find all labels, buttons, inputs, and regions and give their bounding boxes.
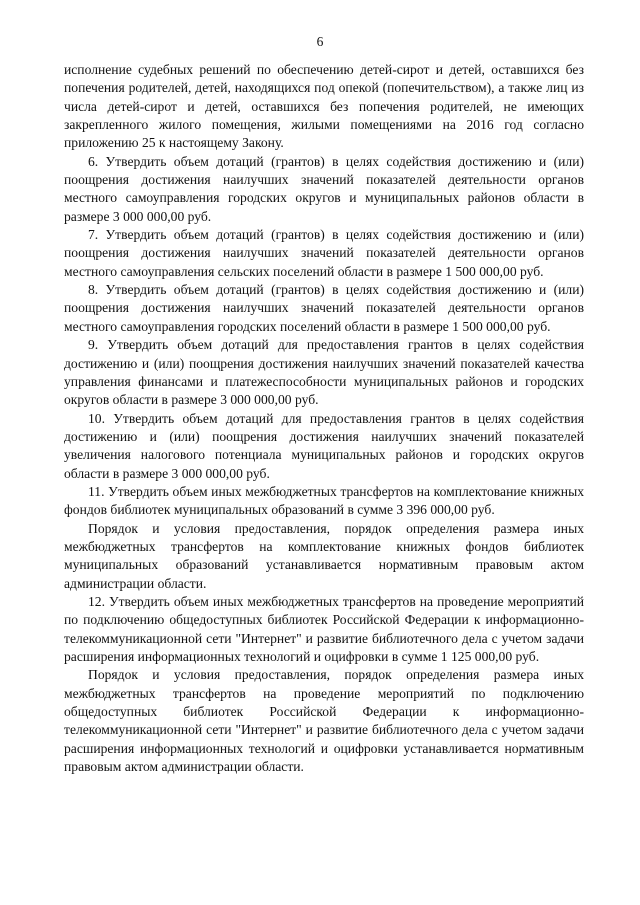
paragraph-procedure-11: Порядок и условия предоставления, порядок определения размера иных межбюджетных трансфертов на комплектование книжных фондов библиотек муниципальных образований устанавливается нормативным правовым актом администрации области. xyxy=(64,520,584,591)
paragraph-item-7: 7. Утвердить объем дотаций (грантов) в целях содействия достижению и (или) поощрения достижения наилучших значений показателей деятельности органов местного самоуправления сельских поселений области в размере 1 500 000,00 руб. xyxy=(64,227,584,279)
paragraph-item-8: 8. Утвердить объем дотаций (грантов) в целях содействия достижению и (или) поощрения достижения наилучших значений показателей деятельности органов местного самоуправления городских поселений области в размере 1 500 000,00 руб. xyxy=(64,282,584,334)
document-body xyxy=(64,61,584,776)
paragraph-item-6: 6. Утвердить объем дотаций (грантов) в целях содействия достижению и (или) поощрения достижения наилучших значений показателей деятельности органов местного самоуправления городских округов и муниципальных районов области в размере 3 000 000,00 руб. xyxy=(64,153,584,224)
paragraph-item-12: 12. Утвердить объем иных межбюджетных трансфертов на проведение мероприятий по подключению общедоступных библиотек Российской Федерации к информационно-телекоммуникационной сети "Интернет" и развитие библиотечного дела с учетом задачи расширения информационных технологий и оцифровки в сумме 1 125 000,00 руб. xyxy=(64,593,584,664)
paragraph-procedure-12: Порядок и условия предоставления, порядок определения размера иных межбюджетных трансфертов на проведение мероприятий по подключению общедоступных библиотек Российской Федерации к информационно-телекоммуникационной сети "Интернет" и развитие библиотечного дела с учетом задачи расширения информационных технологий и оцифровки устанавливается нормативным правовым актом администрации области. xyxy=(64,667,584,775)
paragraph-item-11: 11. Утвердить объем иных межбюджетных трансфертов на комплектование книжных фондов библиотек муниципальных образований в сумме 3 396 000,00 руб. xyxy=(64,483,584,518)
paragraph-item-10: 10. Утвердить объем дотаций для предоставления грантов в целях содействия достижению и (или) поощрения достижения наилучших значений показателей увеличения налогового потенциала муниципальных районов и городских округов области в размере 3 000 000,00 руб. xyxy=(64,410,584,481)
page-number: 6 xyxy=(316,34,324,49)
paragraph-item-9: 9. Утвердить объем дотаций для предоставления грантов в целях содействия достижению и (или) поощрения достижения наилучших значений показателей качества управления финансами и платежеспособности муниципальных районов и городских округов области в размере 3 000 000,00 руб. xyxy=(64,337,584,408)
paragraph-continuation: исполнение судебных решений по обеспечению детей-сирот и детей, оставшихся без попечения родителей, детей, находящихся под опекой (попечительством), а также лиц из числа детей-сирот и детей, оставшихся без попечения родителей, не имеющих закрепленного жилого помещения, жилыми помещениями на 2016 год согласно приложению 25 к настоящему Закону. xyxy=(64,62,584,151)
